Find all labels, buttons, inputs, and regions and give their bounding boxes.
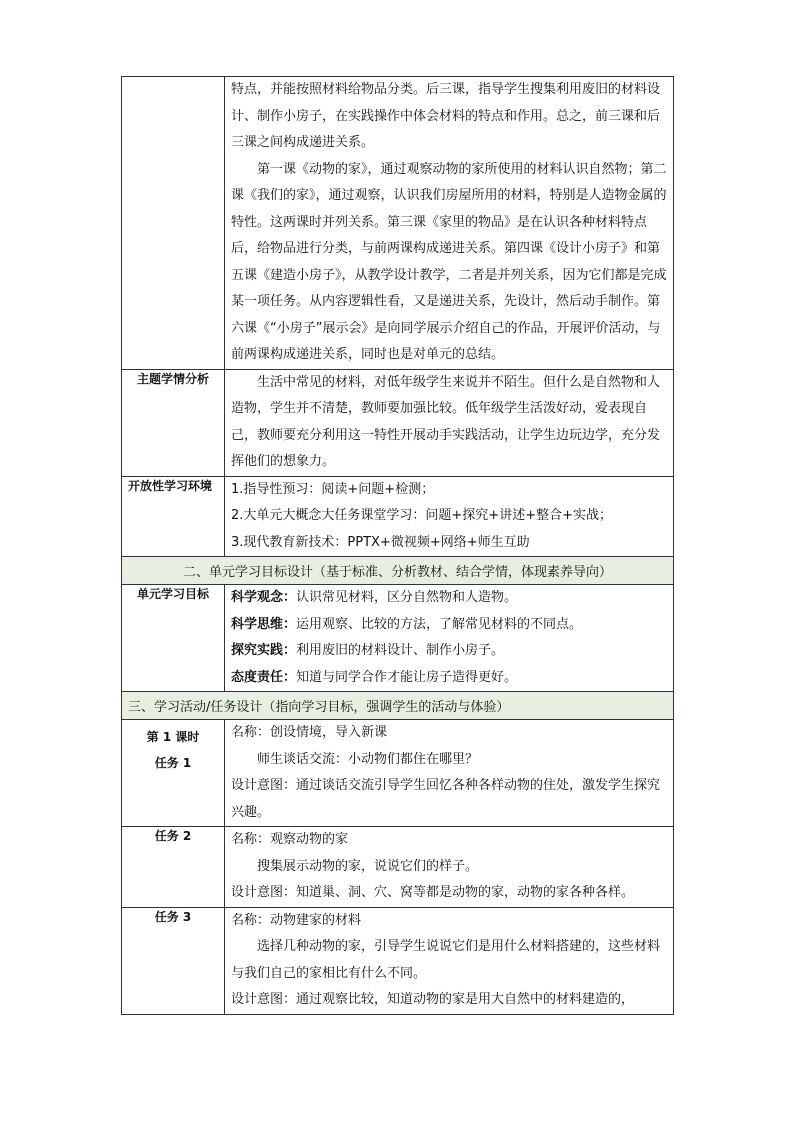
task-name: 名称：创设情境，导入新课 [231, 725, 388, 740]
table-row [122, 827, 674, 908]
task-intent: 设计意图：知道巢、洞、穴、窝等都是动物的家，动物的家各种各样。 [231, 885, 635, 900]
goal-key: 态度责任： [231, 669, 297, 685]
lesson-number: 第 1 课时 [146, 730, 200, 744]
analysis-cell [225, 369, 674, 476]
task-intent: 设计意图：通过谈话交流引导学生回忆各种各样动物的住处，激发学生探究兴趣。 [231, 778, 661, 820]
environment-item: 2.大单元大概念大任务课堂学习：问题+探究+讲述+整合+实战； [231, 508, 612, 523]
structure-paragraph: 特点，并能按照材料给物品分类。后三课，指导学生搜集利用废旧的材料设计、制作小房子，在实践操作中体会材料的特点和作用。总之，前三课和后三课之间构成递进关系。 [231, 82, 661, 150]
empty-label-cell [122, 77, 225, 370]
environment-item: 3.现代教育新技术：PPTX+微视频+网络+师生互助 [231, 534, 530, 550]
task-name: 名称：观察动物的家 [231, 832, 349, 847]
task-number: 任务 1 [154, 756, 192, 770]
goal-item [231, 585, 667, 612]
environment-cell [225, 476, 674, 557]
section-header-row [122, 557, 674, 585]
task-1-label [122, 720, 225, 827]
table-row [122, 720, 674, 827]
task-name: 名称：动物建家的材料 [231, 912, 362, 928]
goal-key: 科学观念： [231, 590, 297, 605]
goal-text: 知道与同学合作才能让房子造得更好。 [296, 669, 518, 685]
goals-label: 单元学习目标 [122, 585, 225, 692]
goal-item [231, 612, 667, 639]
unit-structure-cell [225, 77, 674, 370]
structure-paragraph: 第一课《动物的家》，通过观察动物的家所使用的材料认识自然物；第二课《我们的家》，通过观察，认识我们房屋所用的材料，特别是人造物金属的特性。这两课时并列关系。第三课《家里的物品》是在认识各种材料特点后，给物品进行分类，与前两课构成递进关系。第四课《设计小房子》和第五课《建造小房子》，从教学设计教学，二者是并列关系，因为它们都是完成某一项任务。从内容逻辑性看，又是递进关系，先设计，然后动手制作。第六课《“小房子”展示会》是向同学展示介绍自己的作品，开展评价活动，与前两课构成递进关系，同时也是对单元的总结。 [231, 161, 667, 362]
analysis-label: 主题学情分析 [122, 369, 225, 476]
task-2-label: 任务 2 [122, 827, 225, 908]
table-row [122, 369, 674, 476]
task-body: 选择几种动物的家，引导学生说说它们是用什么材料搭建的，这些材料与我们自己的家相比有什么不同。 [231, 939, 661, 981]
section-3-title: 三、学习活动/任务设计（指向学习目标，强调学生的活动与体验） [122, 692, 674, 720]
task-2-cell [225, 827, 674, 908]
table-row [122, 907, 674, 1014]
table-row [122, 77, 674, 370]
environment-item: 1.指导性预习：阅读+问题+检测； [231, 481, 435, 497]
task-body: 搜集展示动物的家，说说它们的样子。 [257, 858, 479, 874]
task-body: 师生谈话交流：小动物们都住在哪里？ [257, 751, 479, 767]
table-row [122, 476, 674, 557]
task-1-cell [225, 720, 674, 827]
task-3-cell [225, 907, 674, 1014]
goal-text: 利用废旧的材料设计、制作小房子。 [296, 643, 505, 658]
goal-key: 科学思维： [231, 616, 297, 632]
lesson-plan-table [121, 76, 674, 1015]
table-row [122, 585, 674, 692]
task-intent: 设计意图：通过观察比较，知道动物的家是用大自然中的材料建造的， [231, 992, 635, 1007]
analysis-text: 生活中常见的材料，对低年级学生来说并不陌生。但什么是自然物和人造物，学生并不清楚，教师要加强比较。低年级学生活泼好动，爱表现自己，教师要充分利用这一特性开展动手实践活动，让学生边玩边学，充分发挥他们的想象力。 [231, 374, 661, 469]
goal-text: 认识常见材料，区分自然物和人造物。 [296, 590, 518, 605]
goal-item [231, 638, 667, 665]
environment-label: 开放性学习环境 [122, 476, 225, 557]
task-3-label: 任务 3 [122, 907, 225, 1014]
goals-cell [225, 585, 674, 692]
goal-item [231, 665, 667, 692]
goal-text: 运用观察、比较的方法，了解常见材料的不同点。 [296, 616, 583, 632]
section-header-row [122, 692, 674, 720]
section-2-title: 二、单元学习目标设计（基于标准、分析教材、结合学情，体现素养导向） [122, 557, 674, 585]
goal-key: 探究实践： [231, 643, 297, 658]
